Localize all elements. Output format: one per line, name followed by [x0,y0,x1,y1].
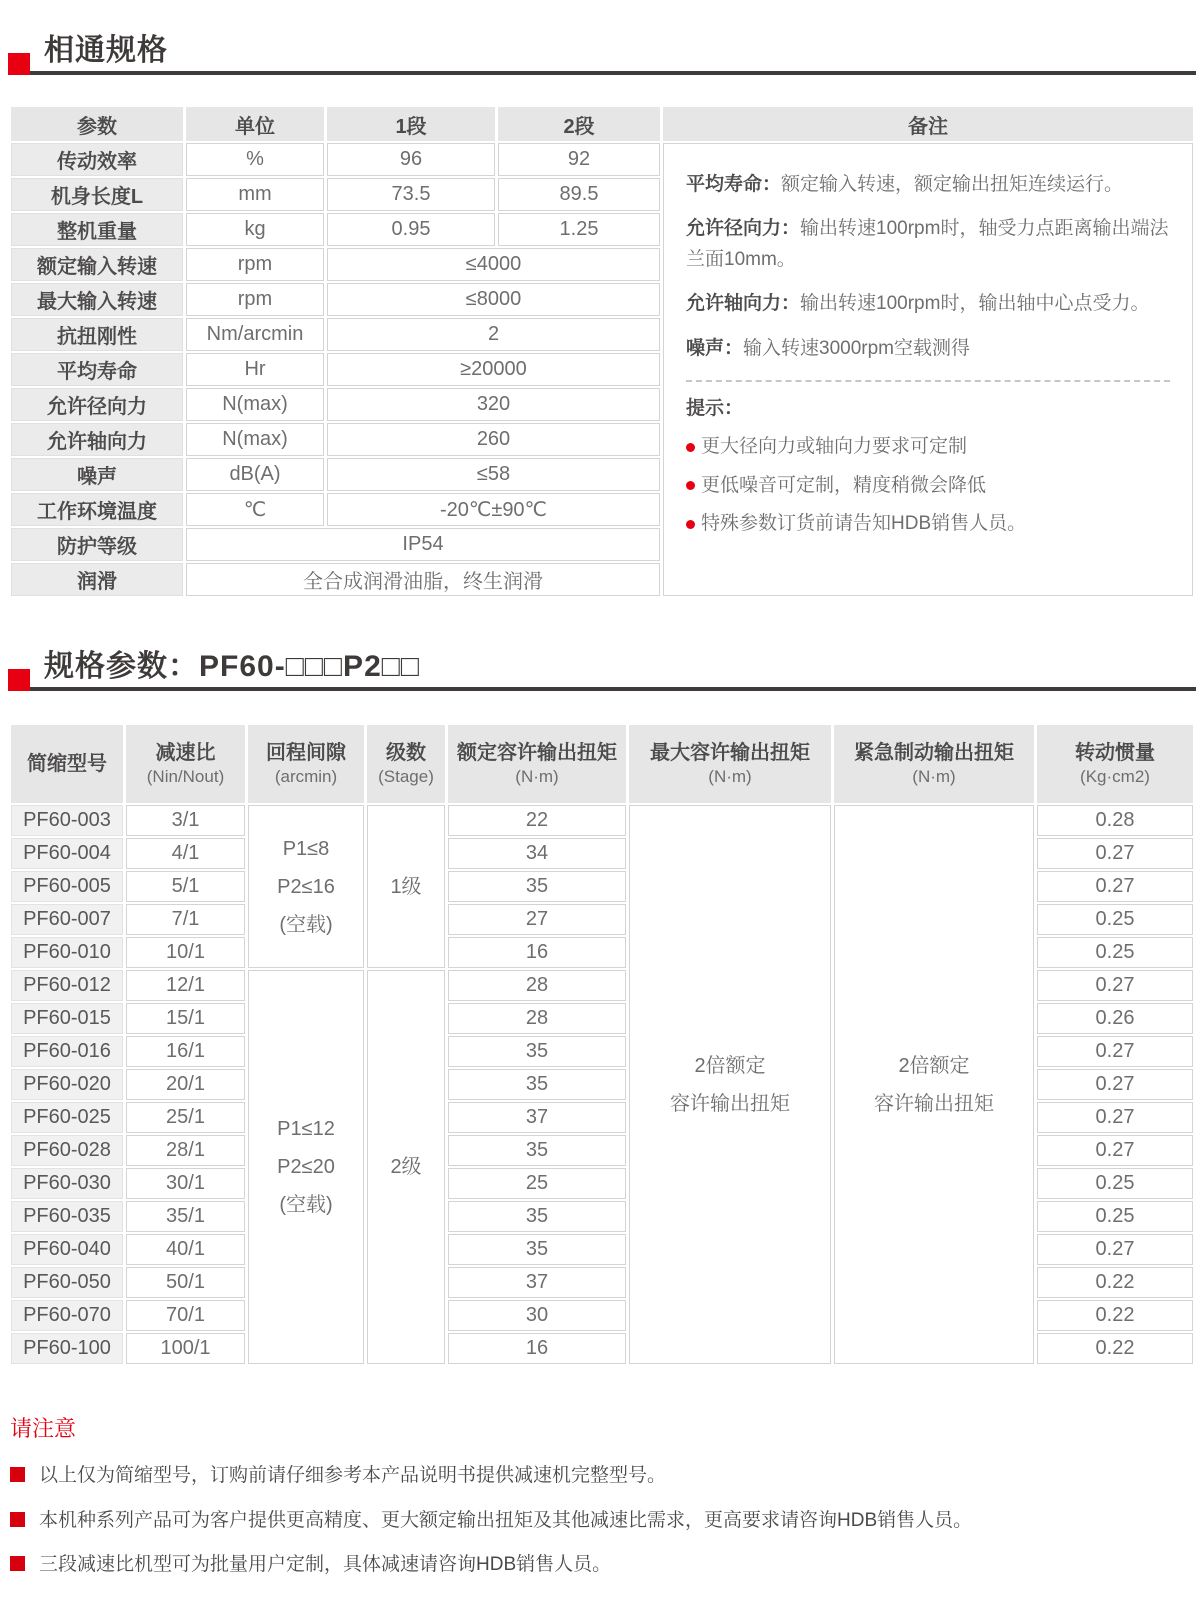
cell-max-torque-merged [629,805,831,1364]
notice-text: 以上仅为简缩型号，订购前请仔细参考本产品说明书提供减速机完整型号。 [39,1465,667,1486]
param-value: ≥20000 [327,353,660,386]
param-unit: mm [186,178,324,211]
cell-model: PF60-020 [11,1069,123,1100]
cell-inertia: 0.25 [1037,937,1193,968]
param-value: 96 [327,143,495,176]
table-row [11,805,1193,836]
param-value: ≤8000 [327,283,660,316]
table-header-row [11,725,1193,803]
cell-model: PF60-016 [11,1036,123,1067]
header-sub: (Nin/Nout) [146,766,225,786]
cell-torque: 35 [448,1135,626,1166]
param-value: ≤4000 [327,248,660,281]
cell-torque: 35 [448,871,626,902]
notice-text: 三段减速比机型可为批量用户定制，具体减速请咨询HDB销售人员。 [39,1554,612,1576]
tip-text: 更大径向力或轴向力要求可定制 [701,436,968,458]
cell-inertia: 0.22 [1037,1300,1193,1331]
cell-inertia: 0.26 [1037,1003,1193,1034]
header-sub: (Kg·cm2) [1080,766,1150,786]
cell-inertia: 0.27 [1037,970,1193,1001]
merged-line: 容许输出扭矩 [670,1092,790,1115]
cell-model: PF60-035 [11,1201,123,1232]
tip-item [686,432,1170,462]
header-sub: (N·m) [515,766,559,786]
param-label: 抗扭刚性 [11,318,183,351]
cell-ratio: 10/1 [126,937,245,968]
param-value: IP54 [186,528,660,561]
cell-model: PF60-012 [11,970,123,1001]
cell-model: PF60-003 [11,805,123,836]
notice-text: 本机种系列产品可为客户提供更高精度、更大额定输出扭矩及其他减速比需求，更高要求请咨询HDB销售人员。 [39,1509,973,1531]
param-label: 噪声 [11,458,183,491]
header-sub: (N·m) [912,766,956,786]
remark-paragraph [686,170,1170,200]
cell-torque: 28 [448,1003,626,1034]
cell-inertia: 0.22 [1037,1333,1193,1364]
cell-torque: 25 [448,1168,626,1199]
notice-item [10,1463,1196,1490]
param-value: 全合成润滑油脂，终生润滑 [186,563,660,596]
cell-torque: 27 [448,904,626,935]
param-unit: rpm [186,248,324,281]
cell-model: PF60-028 [11,1135,123,1166]
cell-torque: 28 [448,970,626,1001]
col-header-model [11,725,123,803]
cell-model: PF60-050 [11,1267,123,1298]
tip-item [686,471,1170,501]
cell-ratio: 35/1 [126,1201,245,1232]
header-title: 紧急制动输出扭矩 [854,741,1014,764]
table-header-row [11,107,1193,141]
cell-inertia: 0.22 [1037,1267,1193,1298]
backlash-line: P2≤16 [277,875,335,898]
col-header-unit: 单位 [186,107,324,141]
cell-ratio: 70/1 [126,1300,245,1331]
merged-line: 2倍额定 [898,1054,970,1077]
bullet-dot-icon [686,520,695,529]
param-unit: N(max) [186,388,324,421]
cell-ratio: 3/1 [126,805,245,836]
param-unit: % [186,143,324,176]
param-label: 传动效率 [11,143,183,176]
cell-ratio: 5/1 [126,871,245,902]
col-header-remarks: 备注 [663,107,1193,141]
cell-stage-group2: 2级 [367,970,445,1364]
param-value: 260 [327,423,660,456]
header-title: 减速比 [155,741,216,764]
cell-model: PF60-004 [11,838,123,869]
param-label: 最大输入转速 [11,283,183,316]
square-bullet-icon [10,1556,25,1571]
param-label: 平均寿命 [11,353,183,386]
notice-item [10,1552,1196,1579]
cell-model: PF60-030 [11,1168,123,1199]
spec-params-table [8,723,1196,1366]
merged-line: 容许输出扭矩 [874,1092,994,1115]
section2-title: 规格参数：PF60-□□□P2□□ [44,650,420,683]
cell-inertia: 0.27 [1037,871,1193,902]
param-label: 机身长度L [11,178,183,211]
col-header-stage1: 1段 [327,107,495,141]
param-value: 73.5 [327,178,495,211]
cell-ratio: 15/1 [126,1003,245,1034]
remark-paragraph [686,214,1170,275]
cell-ratio: 4/1 [126,838,245,869]
header-title: 简缩型号 [27,753,107,775]
cell-backlash-group2 [248,970,364,1364]
param-unit: Hr [186,353,324,386]
param-value: 0.95 [327,213,495,246]
param-value: -20℃±90℃ [327,493,660,526]
cell-torque: 16 [448,1333,626,1364]
cell-ratio: 7/1 [126,904,245,935]
cell-model: PF60-010 [11,937,123,968]
cell-ratio: 100/1 [126,1333,245,1364]
merged-line: 2倍额定 [694,1054,766,1077]
cell-ratio: 12/1 [126,970,245,1001]
square-bullet-icon [10,1467,25,1482]
section1-header [8,34,1196,75]
remark-paragraph [686,334,1170,364]
param-unit: rpm [186,283,324,316]
remark-text: 输出转速100rpm时，输出轴中心点受力。 [800,293,1150,315]
header-title: 最大容许输出扭矩 [650,741,810,764]
param-value: ≤58 [327,458,660,491]
param-unit: dB(A) [186,458,324,491]
col-header-brake-torque [834,725,1034,803]
col-header-rated-torque [448,725,626,803]
remark-label: 平均寿命： [686,174,782,195]
remark-text: 输出转速100rpm时，轴受力点距离输出端法兰面10mm。 [686,218,1169,270]
notice-item [10,1508,1196,1535]
header-title: 额定容许输出扭矩 [457,741,617,764]
cell-brake-torque-merged [834,805,1034,1364]
tip-item [686,509,1170,539]
cell-model: PF60-070 [11,1300,123,1331]
notice-section [8,1412,1196,1579]
remark-text: 额定输入转速，额定输出扭矩连续运行。 [781,174,1124,195]
header-title: 级数 [386,741,426,764]
cell-model: PF60-015 [11,1003,123,1034]
tips-title: 提示： [686,397,744,419]
cell-inertia: 0.25 [1037,1201,1193,1232]
bullet-dot-icon [686,481,695,490]
cell-ratio: 50/1 [126,1267,245,1298]
remark-label: 允许径向力： [686,218,801,240]
cell-torque: 35 [448,1234,626,1265]
col-header-ratio [126,725,245,803]
cell-ratio: 16/1 [126,1036,245,1067]
param-value: 2 [327,318,660,351]
bullet-dot-icon [686,443,695,452]
col-header-param: 参数 [11,107,183,141]
cell-inertia: 0.28 [1037,805,1193,836]
param-label: 允许轴向力 [11,423,183,456]
cell-stage-group1: 1级 [367,805,445,968]
remark-label: 噪声： [686,337,744,359]
cell-torque: 35 [448,1069,626,1100]
cell-model: PF60-025 [11,1102,123,1133]
remarks-cell [663,143,1193,596]
cell-backlash-group1 [248,805,364,968]
param-value: 89.5 [498,178,660,211]
col-header-backlash [248,725,364,803]
cell-ratio: 30/1 [126,1168,245,1199]
cell-inertia: 0.27 [1037,1234,1193,1265]
cell-torque: 22 [448,805,626,836]
cell-ratio: 25/1 [126,1102,245,1133]
cell-torque: 16 [448,937,626,968]
backlash-line: (空载) [279,913,333,936]
remark-label: 允许轴向力： [686,293,801,315]
cell-torque: 30 [448,1300,626,1331]
backlash-line: (空载) [279,1194,333,1216]
param-label: 额定输入转速 [11,248,183,281]
param-value: 320 [327,388,660,421]
param-unit: Nm/arcmin [186,318,324,351]
cell-ratio: 40/1 [126,1234,245,1265]
cell-torque: 34 [448,838,626,869]
backlash-line: P1≤12 [277,1118,335,1140]
backlash-line: P2≤20 [277,1156,335,1178]
param-label: 润滑 [11,563,183,596]
cell-inertia: 0.27 [1037,838,1193,869]
tip-text: 特殊参数订货前请告知HDB销售人员。 [701,513,1027,535]
section-marker-icon [8,53,30,75]
param-value: 92 [498,143,660,176]
col-header-stage2: 2段 [498,107,660,141]
section-marker-icon [8,669,30,691]
header-title: 回程间隙 [266,741,346,764]
cell-inertia: 0.27 [1037,1135,1193,1166]
cell-model: PF60-007 [11,904,123,935]
cell-torque: 35 [448,1036,626,1067]
col-header-max-torque [629,725,831,803]
cell-inertia: 0.25 [1037,904,1193,935]
param-label: 工作环境温度 [11,493,183,526]
header-sub: (arcmin) [274,766,338,786]
param-unit: N(max) [186,423,324,456]
dashed-divider [686,380,1170,382]
col-header-stage [367,725,445,803]
tip-text: 更低噪音可定制，精度稍微会降低 [701,474,987,496]
param-value: 1.25 [498,213,660,246]
param-unit: ℃ [186,493,324,526]
cell-ratio: 28/1 [126,1135,245,1166]
cell-inertia: 0.25 [1037,1168,1193,1199]
param-label: 防护等级 [11,528,183,561]
param-label: 整机重量 [11,213,183,246]
cell-inertia: 0.27 [1037,1069,1193,1100]
section1-title: 相通规格 [44,34,168,67]
remark-text: 输入转速3000rpm空载测得 [743,337,971,359]
common-spec-table [8,105,1196,598]
col-header-inertia [1037,725,1193,803]
param-unit: kg [186,213,324,246]
cell-torque: 37 [448,1102,626,1133]
cell-torque: 37 [448,1267,626,1298]
cell-model: PF60-100 [11,1333,123,1364]
param-label: 允许径向力 [11,388,183,421]
header-sub: (N·m) [708,766,752,786]
header-sub: (Stage) [378,766,434,786]
square-bullet-icon [10,1512,25,1527]
cell-torque: 35 [448,1201,626,1232]
cell-model: PF60-040 [11,1234,123,1265]
cell-model: PF60-005 [11,871,123,902]
header-title: 转动惯量 [1075,741,1155,764]
notice-title: 请注意 [10,1416,77,1441]
cell-ratio: 20/1 [126,1069,245,1100]
backlash-line: P1≤8 [282,837,330,860]
table-row [11,143,1193,176]
section2-header [8,650,1196,691]
cell-inertia: 0.27 [1037,1102,1193,1133]
cell-inertia: 0.27 [1037,1036,1193,1067]
remark-paragraph [686,289,1170,319]
